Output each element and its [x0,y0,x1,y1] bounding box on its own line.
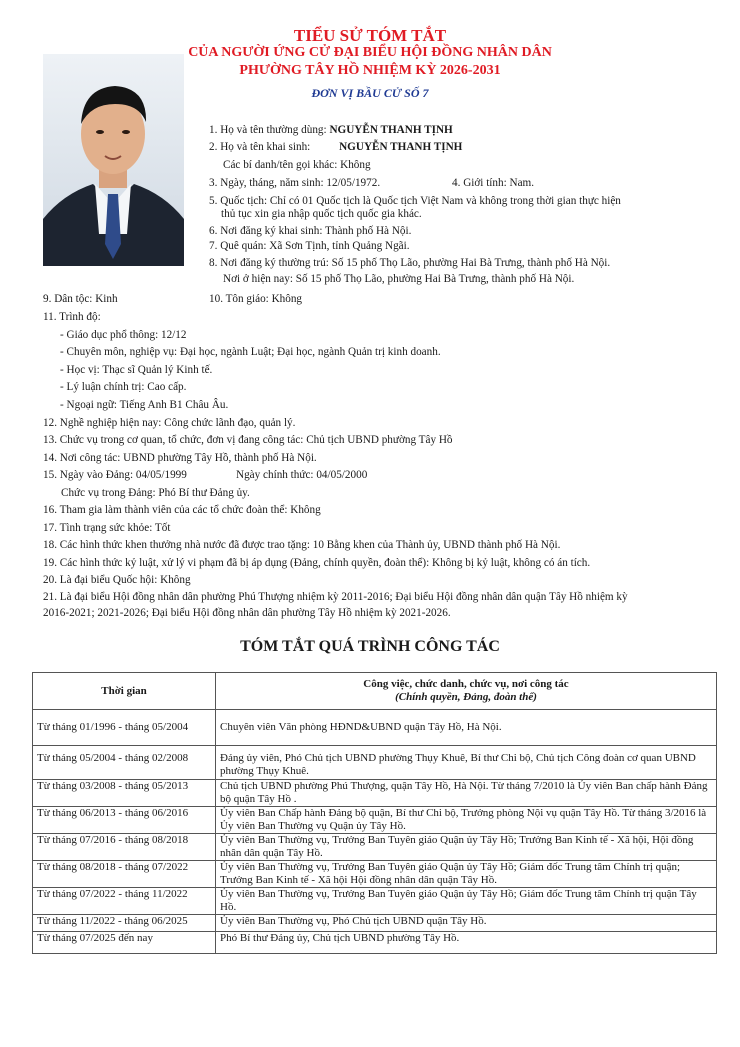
bio-birth-name [209,140,462,154]
cell-time: Từ tháng 07/2025 đến nay [33,932,216,954]
bio-national-assembly: 20. Là đại biểu Quốc hội: Không [43,574,191,586]
cell-time: Từ tháng 03/2008 - tháng 05/2013 [33,780,216,807]
bio-workplace: 14. Nơi công tác: UBND phường Tây Hồ, thành phố Hà Nội. [43,452,317,464]
cell-work: Ủy viên Ban Thường vụ, Phó Chủ tịch UBND quận Tây Hồ. [216,915,717,932]
career-table [32,672,717,954]
document-title: TIỂU SỬ TÓM TẮT [293,26,447,45]
cell-time: Từ tháng 08/2018 - tháng 07/2022 [33,861,216,888]
bio-nationality-2: thủ tục xin gia nhập quốc tịch quốc gia khác. [221,208,422,220]
bio-specialization: - Chuyên môn, nghiệp vụ: Đại học, ngành Luật; Đại học, ngành Quản trị kinh doanh. [60,346,441,358]
bio-education: 11. Trình độ: [43,311,101,323]
bio-birth-registration: 6. Nơi đăng ký khai sinh: Thành phố Hà Nội. [209,225,412,237]
table-row [33,834,717,861]
column-header-work-main: Công việc, chức danh, chức vụ, nơi công tác [363,678,569,690]
table-row [33,710,717,746]
bio-foreign-language: - Ngoại ngữ: Tiếng Anh B1 Châu Âu. [60,399,229,411]
cell-work: Ủy viên Ban Thường vụ, Trưởng Ban Tuyên giáo Quận ủy Tây Hồ; Giám đốc Trung tâm Chính trị quận; Trưởng Ban Kinh tế - Xã hội Hội đồng nhân dân quận Tây Hồ. [216,861,717,888]
common-name-value: NGUYỄN THANH TỊNH [329,124,453,136]
birth-name-value: NGUYỄN THANH TỊNH [339,141,463,153]
bio-discipline: 19. Các hình thức kỷ luật, xử lý vi phạm đã bị áp dụng (Đảng, chính quyền, đoàn thể): Không bị kỷ luật, không có án tích. [43,557,591,569]
cell-time: Từ tháng 01/1996 - tháng 05/2004 [33,710,216,746]
bio-current-address: Nơi ở hiện nay: Số 15 phố Thọ Lão, phường Hai Bà Trưng, thành phố Hà Nội. [223,273,575,285]
bio-political-theory: - Lý luận chính trị: Cao cấp. [60,381,187,393]
portrait-photo [43,54,184,266]
bio-awards: 18. Các hình thức khen thưởng nhà nước đã được trao tặng: 10 Bằng khen của Thành ủy, UBND thành phố Hà Nội. [43,539,561,551]
bio-birth-date: 3. Ngày, tháng, năm sinh: 12/05/1972. [209,177,381,189]
label: 2. Họ và tên khai sinh: [209,141,314,153]
cell-time: Từ tháng 11/2022 - tháng 06/2025 [33,915,216,932]
bio-gender: 4. Giới tính: Nam. [452,177,535,189]
cell-work: Đảng ủy viên, Phó Chủ tịch UBND phường Thụy Khuê, Bí thư Chi bộ, Chủ tịch Công đoàn cơ quan UBND phường Thụy Khuê. [216,746,717,780]
table-row [33,888,717,915]
table-row [33,932,717,954]
bio-party-join-date: 15. Ngày vào Đảng: 04/05/1999 [43,469,187,481]
cell-time: Từ tháng 07/2016 - tháng 08/2018 [33,834,216,861]
bio-residence: 8. Nơi đăng ký thường trú: Số 15 phố Thọ Lão, phường Hai Bà Trưng, thành phố Hà Nội. [209,257,611,269]
cell-work: Ủy viên Ban Chấp hành Đảng bộ quận, Bí thư Chi bộ, Trưởng phòng Nội vụ quận Tây Hồ. Từ tháng 3/2016 là Ủy viên Ban Thường vụ Quận ủy Tây Hồ. [216,807,717,834]
cell-time: Từ tháng 05/2004 - tháng 02/2008 [33,746,216,780]
bio-degree: - Học vị: Thạc sĩ Quản lý Kinh tế. [60,364,213,376]
document-subtitle-1: CỦA NGƯỜI ỨNG CỬ ĐẠI BIỂU HỘI ĐỒNG NHÂN DÂN [188,45,552,60]
bio-general-education: - Giáo dục phổ thông: 12/12 [60,329,187,341]
bio-aliases: Các bí danh/tên gọi khác: Không [223,159,371,171]
cell-work: Phó Bí thư Đảng ủy, Chủ tịch UBND phường Tây Hồ. [216,932,717,954]
table-row [33,861,717,888]
table-row [33,746,717,780]
bio-council-membership-1: 21. Là đại biểu Hội đồng nhân dân phường Phú Thượng nhiệm kỳ 2011-2016; Đại biểu Hội đồng nhân dân quận Tây Hồ nhiệm kỳ [43,591,628,603]
cell-time: Từ tháng 07/2022 - tháng 11/2022 [33,888,216,915]
column-header-work [216,673,717,710]
bio-position: 13. Chức vụ trong cơ quan, tổ chức, đơn vị đang công tác: Chủ tịch UBND phường Tây Hồ [43,434,453,446]
bio-organizations: 16. Tham gia làm thành viên của các tổ chức đoàn thể: Không [43,504,321,516]
cell-work: Ủy viên Ban Thường vụ, Trưởng Ban Tuyên giáo Quận ủy Tây Hồ; Giám đốc Trung tâm Chính trị quận Tây Hồ. [216,888,717,915]
bio-common-name [209,123,453,137]
column-header-work-sub: (Chính quyền, Đảng, đoàn thể) [395,691,537,703]
bio-ethnicity: 9. Dân tộc: Kinh [43,293,118,305]
bio-party-position: Chức vụ trong Đảng: Phó Bí thư Đảng ủy. [61,487,250,499]
table-header-row [33,673,717,710]
cell-work: Chuyên viên Văn phòng HĐND&UBND quận Tây Hồ, Hà Nội. [216,710,717,746]
electoral-unit: ĐƠN VỊ BẦU CỬ SỐ 7 [311,86,429,100]
table-row [33,780,717,807]
bio-hometown: 7. Quê quán: Xã Sơn Tịnh, tỉnh Quảng Ngãi. [209,240,410,252]
cell-work: Chủ tịch UBND phường Phú Thượng, quận Tây Hồ, Hà Nội. Từ tháng 7/2010 là Ủy viên Ban chấp hành Đảng bộ quận Tây Hồ . [216,780,717,807]
document-subtitle-2: PHƯỜNG TÂY HỒ NHIỆM KỲ 2026-2031 [239,63,501,78]
bio-council-membership-2: 2016-2021; 2021-2026; Đại biểu Hội đồng nhân dân phường Tây Hồ nhiệm kỳ 2021-2026. [43,607,451,619]
table-row [33,807,717,834]
bio-party-official-date: Ngày chính thức: 04/05/2000 [236,469,368,481]
bio-occupation: 12. Nghề nghiệp hiện nay: Công chức lãnh đạo, quản lý. [43,417,296,429]
cell-work: Ủy viên Ban Thường vụ, Trưởng Ban Tuyên giáo Quận ủy Tây Hồ; Trưởng Ban Kinh tế - Xã hội, Hội đồng nhân dân quận Tây Hồ. [216,834,717,861]
career-section-title: TÓM TẮT QUÁ TRÌNH CÔNG TÁC [240,638,500,655]
table-row [33,915,717,932]
cell-time: Từ tháng 06/2013 - tháng 06/2016 [33,807,216,834]
bio-religion: 10. Tôn giáo: Không [209,293,303,305]
label: 1. Họ và tên thường dùng: [209,124,330,136]
bio-nationality-1: 5. Quốc tịch: Chỉ có 01 Quốc tịch là Quốc tịch Việt Nam và không trong thời gian thực hiện [209,195,621,207]
bio-health: 17. Tình trạng sức khỏe: Tốt [43,522,171,534]
column-header-time: Thời gian [33,673,216,710]
